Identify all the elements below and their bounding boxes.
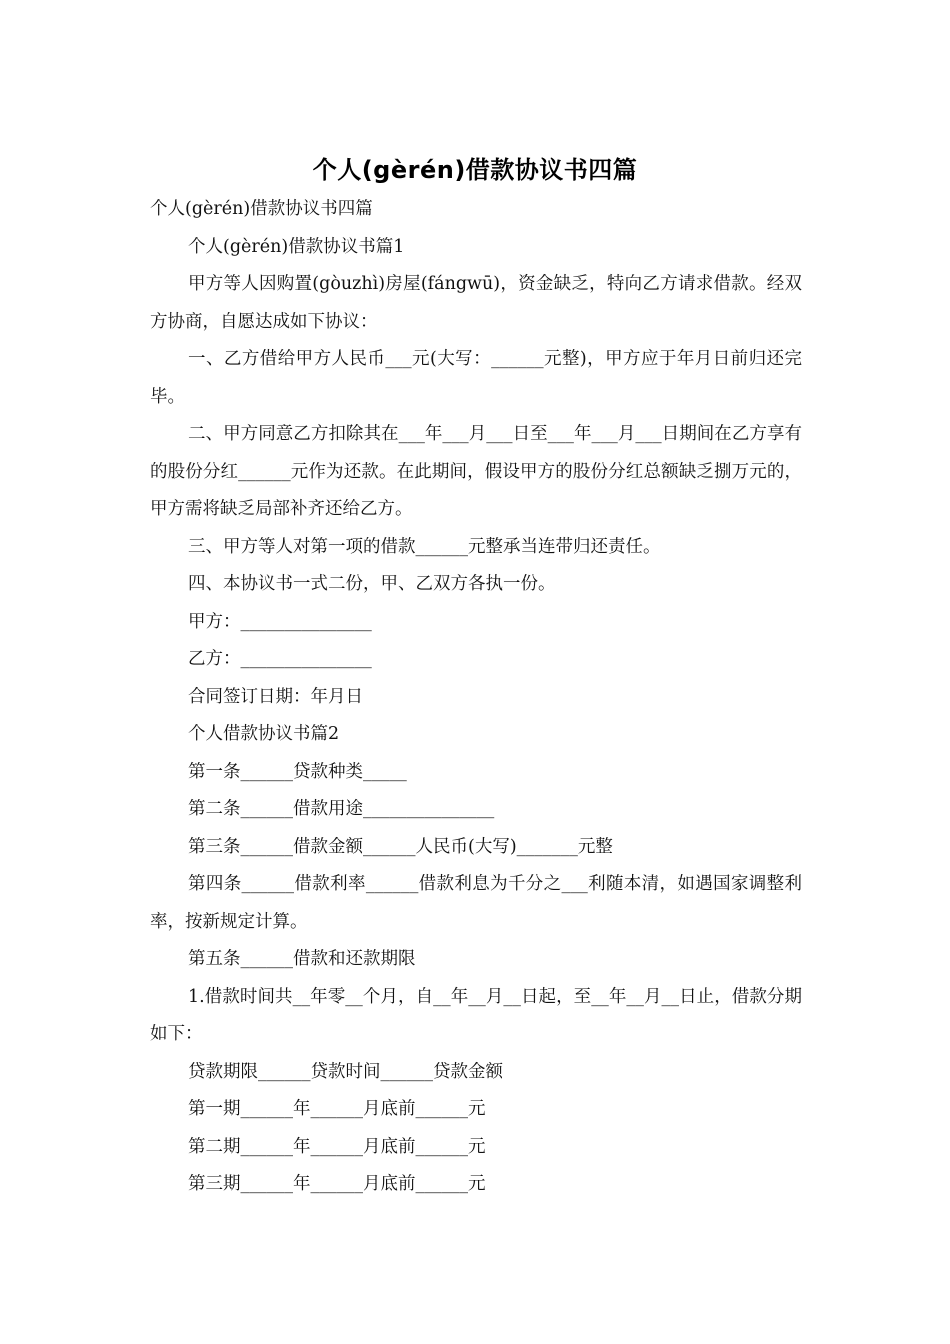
article-5-item-1: 1.借款时间共__年零__个月，自__年__月__日起，至__年__月__日止，借款分期如下： <box>150 986 802 1044</box>
schedule-row-2: 第二期______年______月底前______元 <box>188 1136 486 1157</box>
paragraph-clause-1: 一、乙方借给甲方人民币___元(大写：______元整)，甲方应于年月日前归还完毕。 <box>150 349 802 407</box>
paragraph-section-1-heading: 个人(gèrén)借款协议书篇1 <box>188 236 405 257</box>
document-body <box>150 191 802 1204</box>
signature-party-b: 乙方：_______________ <box>188 649 372 669</box>
article-1: 第一条______贷款种类_____ <box>188 761 407 782</box>
paragraph-heading: 个人(gèrén)借款协议书四篇 <box>150 199 373 219</box>
article-5: 第五条______借款和还款期限 <box>188 949 416 969</box>
paragraph-clause-2: 二、甲方同意乙方扣除其在___年___月___日至___年___月___日期间在乙方享有的股份分红______元作为还款。在此期间，假设甲方的股份分红总额缺乏捌万元的，甲方需将缺乏局部补齐还给乙方。 <box>150 424 802 519</box>
document-title: 个人(gèrén)借款协议书四篇 <box>312 156 638 184</box>
paragraph-clause-4: 四、本协议书一式二份，甲、乙双方各执一份。 <box>188 574 556 594</box>
paragraph-section-2-heading: 个人借款协议书篇2 <box>188 724 340 744</box>
signature-party-a: 甲方：_______________ <box>188 611 372 632</box>
article-4: 第四条______借款利率______借款利息为千分之___利随本清，如遇国家调整利率，按新规定计算。 <box>150 874 802 932</box>
signing-date: 合同签订日期：年月日 <box>188 686 363 707</box>
paragraph-clause-3: 三、甲方等人对第一项的借款______元整承当连带归还责任。 <box>188 536 661 557</box>
article-3: 第三条______借款金额______人民币(大写)_______元整 <box>188 836 613 857</box>
article-2: 第二条______借款用途_______________ <box>188 799 495 819</box>
schedule-header: 贷款期限______贷款时间______贷款金额 <box>188 1061 503 1082</box>
schedule-row-3: 第三期______年______月底前______元 <box>188 1174 486 1194</box>
schedule-row-1: 第一期______年______月底前______元 <box>188 1099 486 1119</box>
paragraph-intro: 甲方等人因购置(gòuzhì)房屋(fángwū)，资金缺乏，特向乙方请求借款。经双方协商，自愿达成如下协议： <box>150 274 802 332</box>
